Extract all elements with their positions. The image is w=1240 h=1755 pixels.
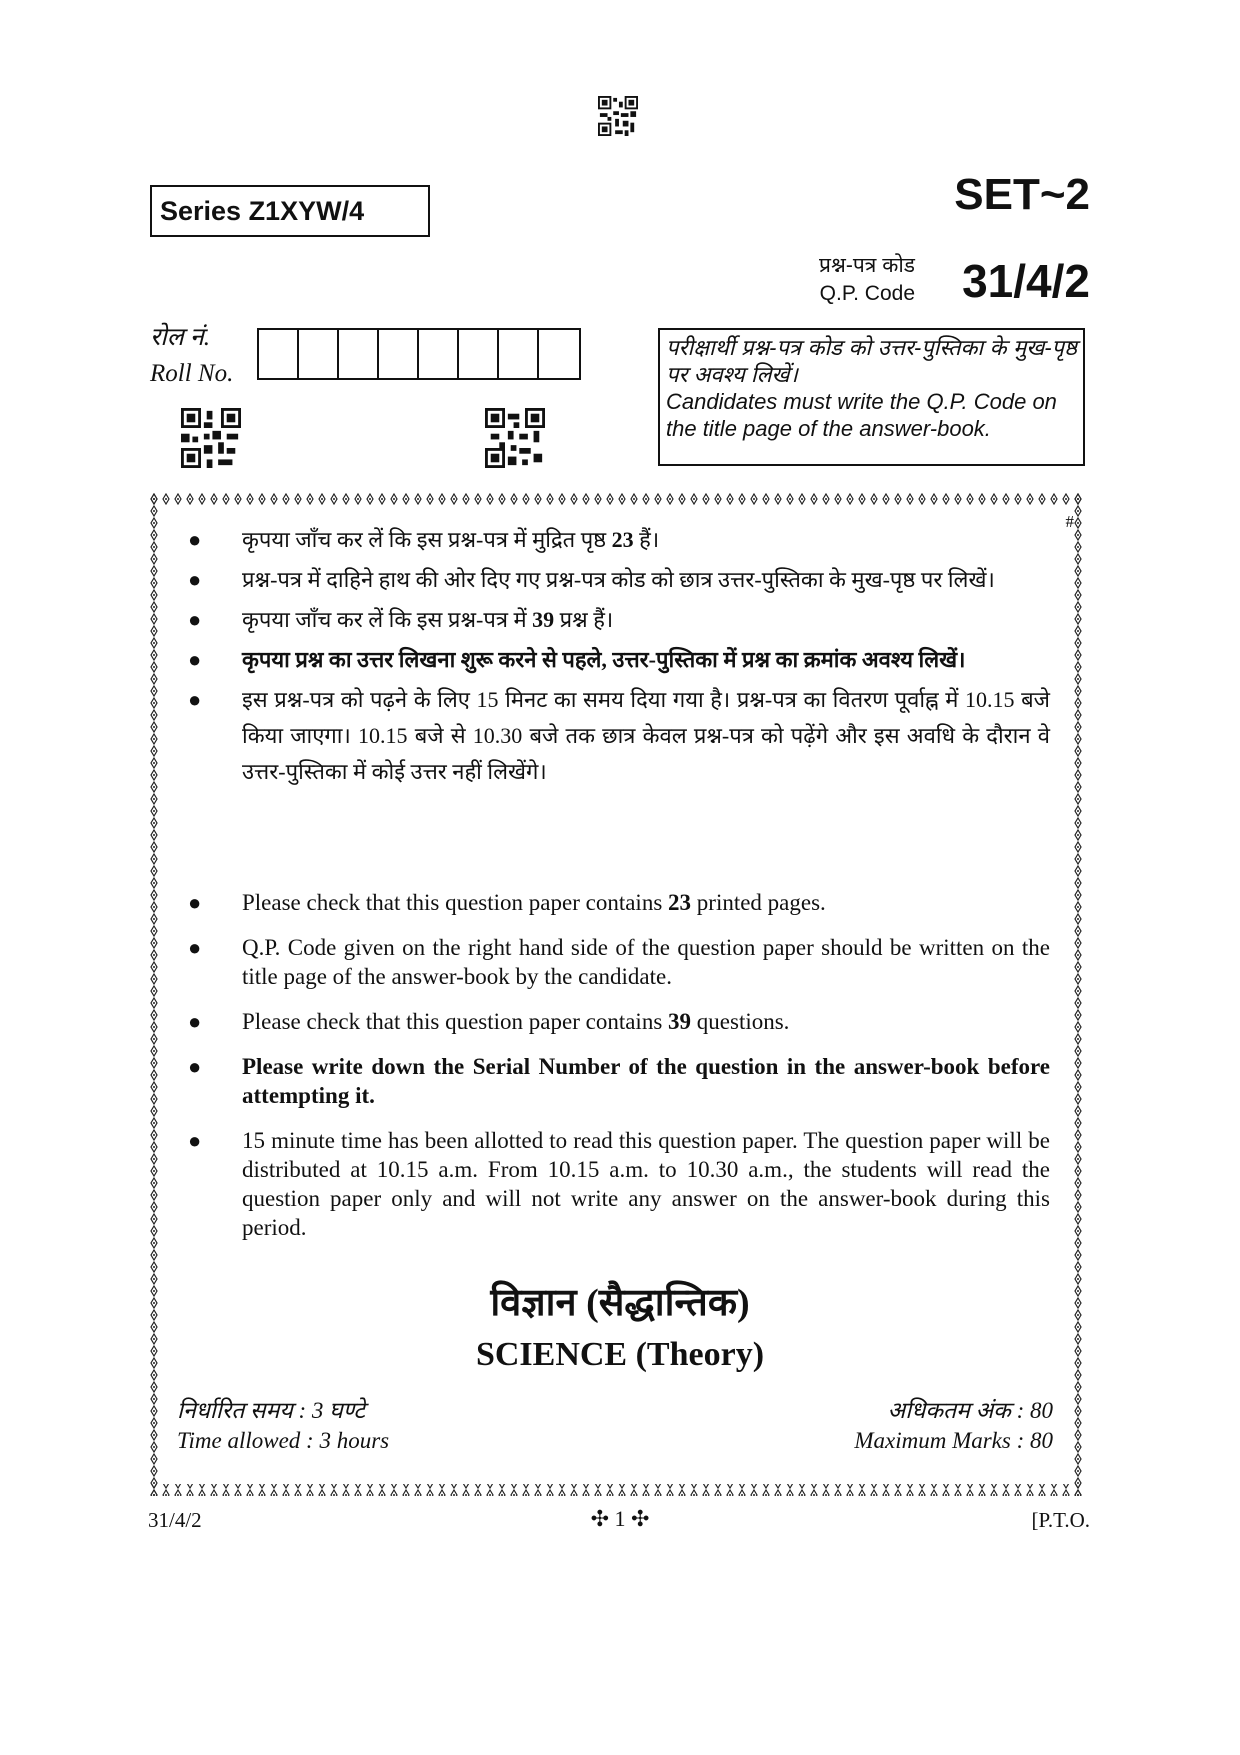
qr-code-top bbox=[598, 95, 638, 137]
subject-title-hi: विज्ञान (सैद्धान्तिक) bbox=[490, 1282, 750, 1324]
qp-code-label-en: Q.P. Code bbox=[819, 282, 915, 305]
list-item: ● Please check that this question paper contains 39 questions. bbox=[188, 1009, 790, 1034]
time-allowed-en: Time allowed : 3 hours bbox=[177, 1428, 390, 1453]
max-marks-en: Maximum Marks : 80 bbox=[854, 1428, 1053, 1453]
roll-label bbox=[150, 320, 233, 392]
footer-code: 31/4/2 bbox=[148, 1508, 202, 1532]
bullet-icon: ● bbox=[188, 527, 202, 552]
roll-number-box[interactable] bbox=[379, 330, 419, 378]
bullet-icon: ● bbox=[188, 607, 202, 632]
ornament-left-icon: ✣ bbox=[590, 1506, 615, 1531]
qr-code-center bbox=[484, 408, 546, 468]
candidate-note-en: Candidates must write the Q.P. Code on the title page of the answer-book. bbox=[666, 389, 1057, 441]
list-item: ● कृपया जाँच कर लें कि इस प्रश्न-पत्र में मुद्रित पृष्ठ 23 हैं। bbox=[180, 522, 1050, 558]
english-instructions bbox=[180, 888, 1050, 1258]
list-item: ● इस प्रश्न-पत्र को पढ़ने के लिए 15 मिनट का समय दिया गया है। प्रश्न-पत्र का वितरण पूर्वाह्न में 10.15 बजे किया जाएगा। 10.15 बजे से 10.30 बजे तक छात्र केवल प्रश्न-पत्र को पढ़ेंगे और इस अवधि के दौरान वे उत्तर-पुस्तिका में कोई उत्तर नहीं लिखेंगे। bbox=[180, 682, 1050, 790]
roll-label-hi: रोल नं. bbox=[150, 324, 211, 351]
qr-code-left bbox=[180, 408, 242, 468]
list-item: ● Please check that this question paper contains 23 printed pages. bbox=[188, 890, 826, 915]
time-allowed-hi: निर्धारित समय : 3 घण्टे bbox=[177, 1398, 365, 1423]
bullet-icon: ● bbox=[188, 935, 202, 960]
candidate-note-hi: परीक्षार्थी प्रश्न-पत्र कोड को उत्तर-पुस्तिका के मुख-पृष्ठ पर अवश्य लिखें। bbox=[666, 335, 1077, 387]
list-item: ● 15 minute time has been allotted to read this question paper. The question paper will be distributed at 10.15 a.m. From 10.15 a.m. to 10.30 a.m., the students will read the question paper only and will not write any answer on the answer-book during this period. bbox=[188, 1128, 1050, 1240]
set-label: SET~2 bbox=[954, 170, 1090, 219]
roll-label-en: Roll No. bbox=[150, 360, 234, 387]
list-item: ● कृपया जाँच कर लें कि इस प्रश्न-पत्र में 39 प्रश्न हैं। bbox=[180, 602, 1050, 638]
bullet-icon: ● bbox=[188, 567, 202, 592]
roll-number-box[interactable] bbox=[339, 330, 379, 378]
pto-label: [P.T.O. bbox=[1031, 1508, 1090, 1532]
hindi-instructions bbox=[180, 522, 1050, 794]
roll-number-box[interactable] bbox=[299, 330, 339, 378]
bullet-icon: ● bbox=[188, 647, 202, 672]
roll-number-box[interactable] bbox=[459, 330, 499, 378]
roll-number-box[interactable] bbox=[419, 330, 459, 378]
bullet-icon: ● bbox=[188, 1128, 202, 1153]
list-item: ● Please write down the Serial Number of the question in the answer-book before attempting it. bbox=[188, 1054, 1050, 1108]
max-marks-hi: अधिकतम अंक : 80 bbox=[887, 1398, 1053, 1423]
candidate-note bbox=[658, 328, 1085, 466]
series-label: Series Z1XYW/4 bbox=[150, 185, 430, 237]
qp-code-label-hi: प्रश्न-पत्र कोड bbox=[819, 254, 915, 277]
qp-code-label bbox=[819, 252, 915, 308]
roll-number-box[interactable] bbox=[499, 330, 539, 378]
hash-mark: # bbox=[1065, 512, 1074, 531]
roll-number-boxes[interactable] bbox=[257, 328, 581, 380]
bullet-icon: ● bbox=[188, 687, 202, 712]
page-number-value: 1 bbox=[614, 1506, 626, 1531]
ornament-right-icon: ✣ bbox=[625, 1506, 650, 1531]
subject-title-en: SCIENCE (Theory) bbox=[475, 1336, 765, 1373]
list-item: ● कृपया प्रश्न का उत्तर लिखना शुरू करने से पहले, उत्तर-पुस्तिका में प्रश्न का क्रमांक अवश्य लिखें। bbox=[180, 642, 1050, 678]
bullet-icon: ● bbox=[188, 890, 202, 915]
bullet-icon: ● bbox=[188, 1054, 202, 1079]
list-item: ● प्रश्न-पत्र में दाहिने हाथ की ओर दिए गए प्रश्न-पत्र कोड को छात्र उत्तर-पुस्तिका के मुख-पृष्ठ पर लिखें। bbox=[180, 562, 1050, 598]
list-item: ● Q.P. Code given on the right hand side of the question paper should be written on the title page of the answer-book by the candidate. bbox=[188, 935, 1050, 989]
bullet-icon: ● bbox=[188, 1009, 202, 1034]
roll-number-box[interactable] bbox=[539, 330, 579, 378]
roll-number-box[interactable] bbox=[259, 330, 299, 378]
qp-code-value: 31/4/2 bbox=[962, 255, 1090, 307]
